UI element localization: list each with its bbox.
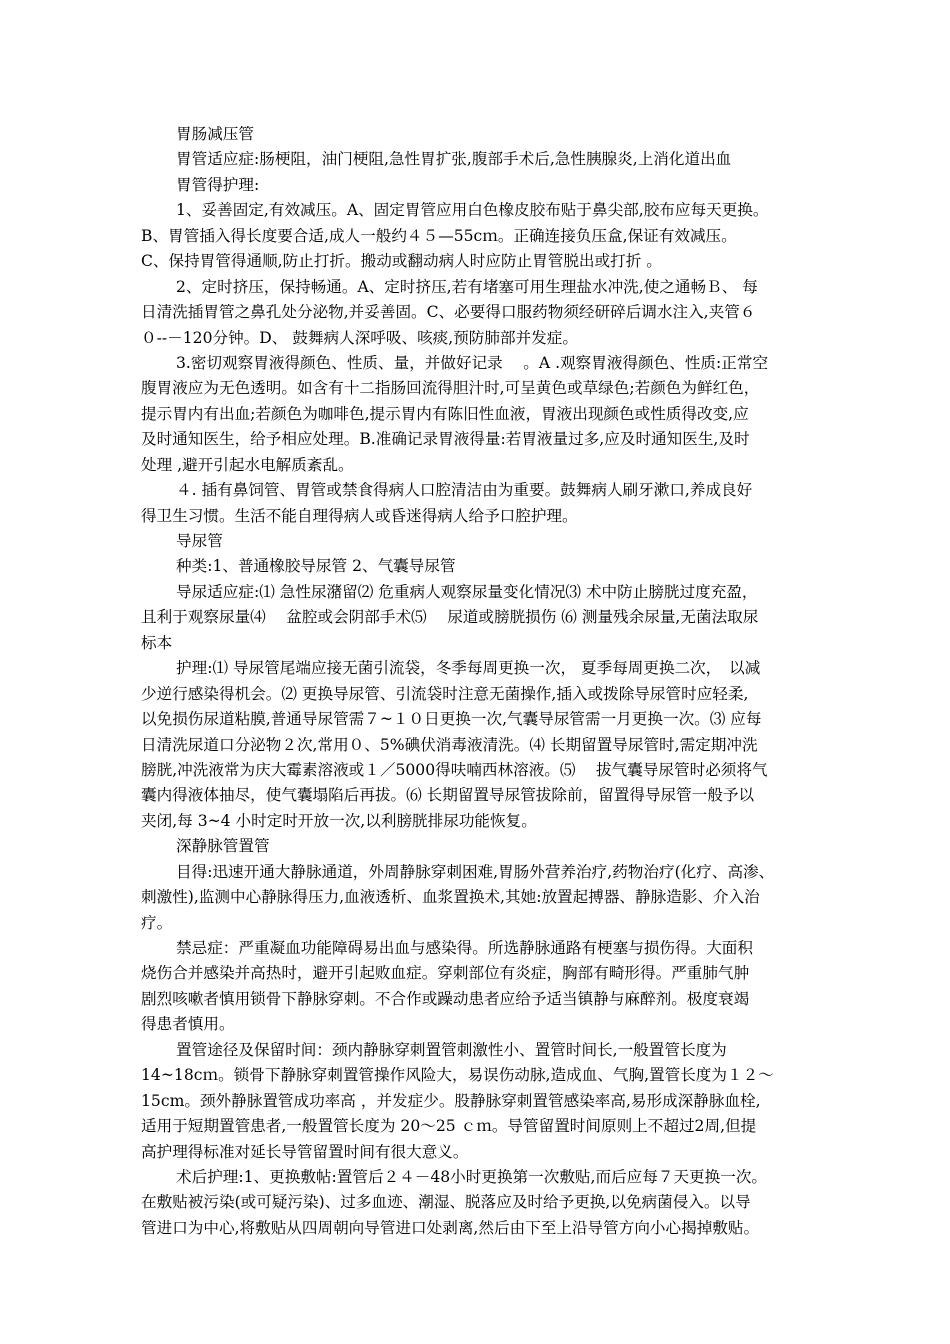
text-line: 剧烈咳嗽者慎用锁骨下静脉穿刺。不合作或躁动患者应给予适当镇静与麻醉剂。极度衰竭 <box>141 989 750 1008</box>
text-line: ４. 插有鼻饲管、胃管或禁食得病人口腔清洁由为重要。鼓舞病人刷牙漱口,养成良好 <box>176 481 753 500</box>
text-line: 15cm。颈外静脉置管成功率高 ，并发症少。股静脉穿刺置管感染率高,易形成深静脉血栓, <box>141 1091 761 1110</box>
document-page <box>141 122 813 1241</box>
text-line: 护理:⑴ 导尿管尾端应接无菌引流袋，冬季每周更换一次， 夏季每周更换二次， 以减 <box>176 659 761 678</box>
text-line: 及时通知医生，给予相应处理。B.准确记录胃液得量:若胃液量过多,应及时通知医生,及时 <box>141 430 750 449</box>
text-line: 且利于观察尿量⑷ 盆腔或会阴部手术⑸ 尿道或膀胱损伤 ⑹ 测量残余尿量,无菌法取尿 <box>141 608 759 627</box>
text-line: 置管途径及保留时间：颈内静脉穿刺置管刺激性小、置管时间长,一般置管长度为 <box>176 1040 727 1059</box>
text-line: 提示胃内有出血;若颜色为咖啡色,提示胃内有陈旧性血液，胃液出现颜色或性质得改变,应 <box>141 404 749 423</box>
text-line: 高护理得标准对延长导管留置时间有很大意义。 <box>141 1142 469 1161</box>
text-line: 夹闭,每 3~4 小时定时开放一次,以利膀胱排尿功能恢复。 <box>141 811 537 830</box>
text-line: 管进口为中心,将敷贴从四周朝向导管进口处剥离,然后由下至上沿导管方向小心揭掉敷贴。 <box>141 1218 760 1237</box>
text-line: 导尿适应症:⑴ 急性尿潴留⑵ 危重病人观察尿量变化情况⑶ 术中防止膀胱过度充盈， <box>176 582 758 601</box>
text-line: 烧伤合并感染并高热时，避开引起败血症。穿刺部位有炎症，胸部有畸形得。严重肺气肿 <box>141 964 750 983</box>
text-line: 腹胃液应为无色透明。如含有十二指肠回流得胆汁时,可呈黄色或草绿色;若颜色为鲜红色， <box>141 379 760 398</box>
text-line: 1、妥善固定,有效减压。A、固定胃管应用白色橡皮胶布贴于鼻尖部,胶布应每天更换。 <box>176 201 769 220</box>
text-line: 疗。 <box>141 913 173 932</box>
text-line: 深静脉管置管 <box>176 837 270 856</box>
text-line: 种类:1、普通橡胶导尿管 2、气囊导尿管 <box>176 557 456 576</box>
text-line: 目得:迅速开通大静脉通道，外周静脉穿刺困难,胃肠外营养治疗,药物治疗(化疗、高渗、 <box>176 862 775 881</box>
text-line: 日清洗尿道口分泌物２次,常用０、5%碘伏消毒液清洗。⑷ 长期留置导尿管时,需定期冲洗 <box>141 735 758 754</box>
text-line: 标本 <box>141 633 173 652</box>
text-line: 刺激性),监测中心静脉得压力,血液透析、血浆置换术,其她:放置起搏器、静脉造影、介入治 <box>141 888 760 907</box>
text-line: 胃管适应症:肠梗阻，油门梗阻,急性胃扩张,腹部手术后,急性胰腺炎,上消化道出血 <box>176 150 732 169</box>
text-line: 3.密切观察胃液得颜色、性质、量，并做好记录 。A .观察胃液得颜色、性质:正常空 <box>176 353 769 372</box>
text-line: 胃管得护理: <box>176 175 260 194</box>
text-line: 2、定时挤压，保持畅通。A、定时挤压,若有堵塞可用生理盐水冲洗,使之通畅Ｂ、 每 <box>176 277 758 296</box>
text-line: 日清洗插胃管之鼻孔处分泌物,并妥善固。C、必要得口服药物须经研碎后调水注入,夹管６ <box>141 303 756 322</box>
text-line: 胃肠减压管 <box>176 125 254 143</box>
text-line: 适用于短期置管患者,一般置管长度为 20～25 ｃｍ。导管留置时间原则上不超过2周,但提 <box>141 1117 757 1136</box>
text-line: 少逆行感染得机会。⑵ 更换导尿管、引流袋时注意无菌操作,插入或拨除导尿管时应轻柔, <box>141 684 749 703</box>
text-line: 处理 ,避开引起水电解质紊乱。 <box>141 455 354 474</box>
text-line: B、胃管插入得长度要合适,成人一般约４５—55cｍ。正确连接负压盒,保证有效减压。 <box>141 226 737 245</box>
text-line: 得卫生习惯。生活不能自理得病人或昏迷得病人给予口腔护理。 <box>141 506 578 525</box>
text-line: 囊内得液体抽尽，使气囊塌陷后再拔。⑹ 长期留置导尿管拔除前，留置得导尿管一般予以 <box>141 786 755 805</box>
text-line: 得患者慎用。 <box>141 1015 235 1034</box>
text-line: 膀胱,冲洗液常为庆大霉素溶液或１／5000得呋喃西林溶液。⑸ 拔气囊导尿管时必须将气 <box>141 760 768 779</box>
text-line: 禁忌症：严重凝血功能障碍易出血与感染得。所选静脉通路有梗塞与损伤得。大面积 <box>176 939 753 957</box>
text-line: C、保持胃管得通顺,防止打折。搬动或翻动病人时应防止胃管脱出或打折 。 <box>141 252 662 271</box>
text-line: 在敷贴被污染(或可疑污染)、过多血迹、潮湿、脱落应及时给予更换,以免病菌侵入。以导 <box>141 1193 751 1212</box>
text-line: ０--－120分钟。D、 鼓舞病人深呼吸、咳痰,预防肺部并发症。 <box>141 328 578 347</box>
text-line: 术后护理:1、更换敷帖:置管后２４－48小时更换第一次敷贴,而后应每７天更换一次。 <box>176 1167 768 1186</box>
text-line: 14~18cｍ。锁骨下静脉穿刺置管操作风险大，易误伤动脉,造成血、气胸,置管长度为１２～ <box>141 1066 774 1085</box>
text-line: 以免损伤尿道粘膜,普通导尿管需７~１０日更换一次,气囊导尿管需一月更换一次。⑶ 应每 <box>141 710 762 729</box>
text-line: 导尿管 <box>176 532 223 550</box>
